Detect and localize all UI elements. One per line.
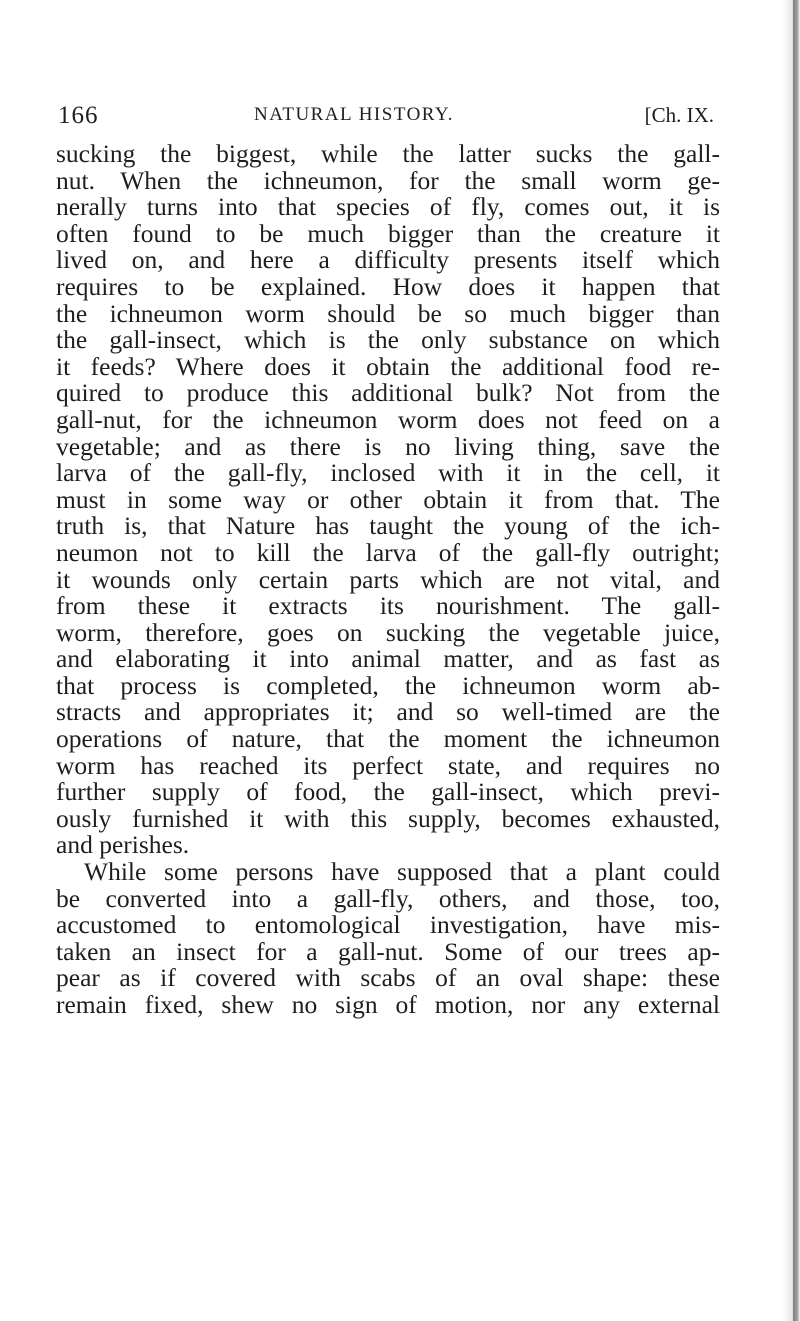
text-line: nut. When the ichneumon, for the small worm ge- [56,165,720,195]
text-line: remain fixed, shew no sign of motion, nor any external [56,990,720,1019]
text-line: requires to be explained. How does it happen that [56,271,720,301]
paragraph-end-line: and perishes. [56,830,190,860]
text-line: quired to produce this additional bulk? Not from the [56,378,720,408]
running-head [58,102,714,134]
text-line: operations of nature, that the moment the ichneumon [56,724,720,754]
text-line: neumon not to kill the larva of the gall-fly outright; [56,537,720,567]
text-line: be converted into a gall-fly, others, and those, too, [56,883,720,913]
text-line: further supply of food, the gall-insect, which previ- [56,777,720,807]
text-line: it wounds only certain parts which are not vital, and [56,564,720,594]
text-line: nerally turns into that species of fly, comes out, it is [56,192,720,222]
text-line: must in some way or other obtain it from that. The [56,484,720,514]
text-line: stracts and appropriates it; and so well-timed are the [56,697,720,727]
text-line: it feeds? Where does it obtain the additional food re- [56,351,720,381]
running-title: NATURAL HISTORY. [254,104,454,125]
text-line: taken an insect for a gall-nut. Some of our trees ap- [56,936,720,966]
paragraph-start-line: While some persons have supposed that a plant could [84,857,720,887]
text-line: and elaborating it into animal matter, and as fast as [56,644,720,674]
text-line: that process is completed, the ichneumon worm ab- [56,670,720,700]
text-line: worm, therefore, goes on sucking the vegetable juice, [56,617,720,647]
text-line: truth is, that Nature has taught the young of the ich- [56,511,720,541]
body-text [56,141,720,1019]
text-line: the ichneumon worm should be so much bigger than [56,298,720,328]
text-line: lived on, and here a difficulty presents itself which [56,245,720,275]
chapter-reference: [Ch. IX. [644,103,714,127]
book-page-edge [782,0,800,1321]
text-line: larva of the gall-fly, inclosed with it in the cell, it [56,458,720,488]
text-line: the gall-insect, which is the only substance on which [56,325,720,355]
text-line: sucking the biggest, while the latter sucks the gall- [56,139,720,168]
text-line: from these it extracts its nourishment. The gall- [56,591,720,621]
text-line: worm has reached its perfect state, and requires no [56,750,720,780]
text-line: vegetable; and as there is no living thing, save the [56,431,720,461]
text-line: ously furnished it with this supply, becomes exhausted, [56,803,720,833]
text-line: pear as if covered with scabs of an oval shape: these [56,963,720,993]
text-line: often found to be much bigger than the creature it [56,218,720,248]
page-number: 166 [58,102,99,129]
text-line: accustomed to entomological investigation, have mis- [56,910,720,940]
text-line: gall-nut, for the ichneumon worm does not feed on a [56,404,720,434]
